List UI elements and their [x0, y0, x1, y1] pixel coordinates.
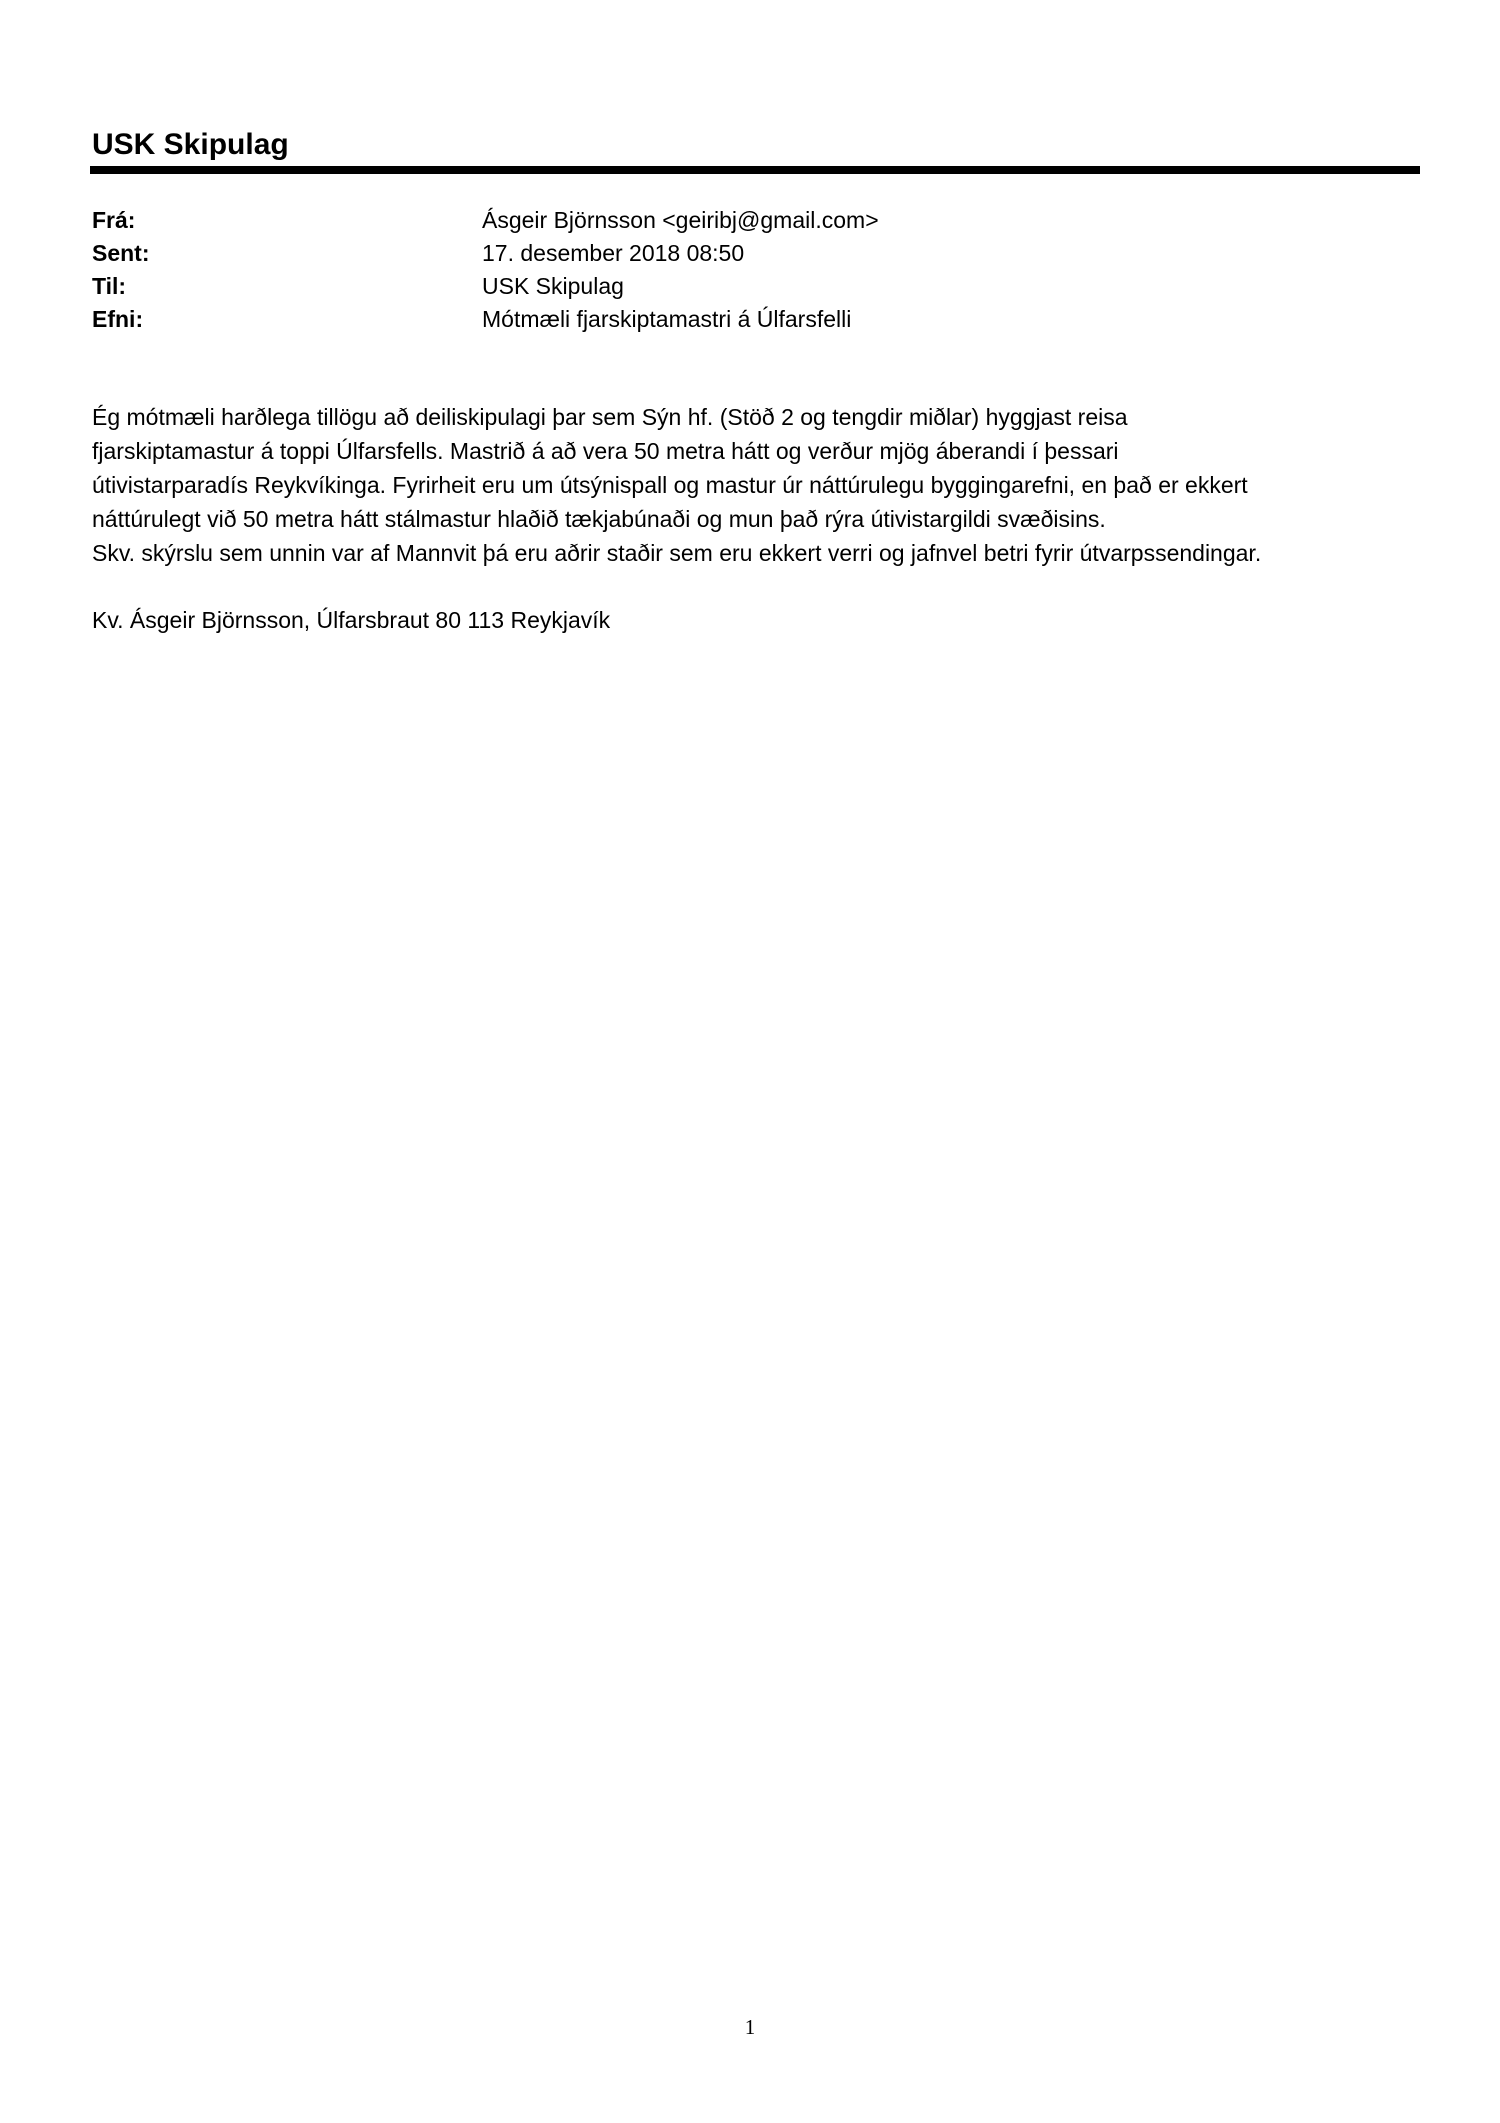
- from-label: Frá:: [92, 207, 136, 233]
- sent-value: 17. desember 2018 08:50: [482, 240, 745, 266]
- body-line: fjarskiptamastur á toppi Úlfarsfells. Mastrið á að vera 50 metra hátt og verður mjög áberandi í þessari: [92, 438, 1119, 464]
- meta-row-to: [92, 270, 1392, 303]
- subject-value: Mótmæli fjarskiptamastri á Úlfarsfelli: [482, 306, 852, 332]
- email-body: [92, 400, 1422, 570]
- body-line: Skv. skýrslu sem unnin var af Mannvit þá eru aðrir staðir sem eru ekkert verri og jafnvel betri fyrir útvarpssendingar.: [92, 540, 1262, 566]
- body-line: Ég mótmæli harðlega tillögu að deiliskipulagi þar sem Sýn hf. (Stöð 2 og tengdir miðlar) hyggjast reisa: [92, 404, 1128, 430]
- header-divider: [90, 166, 1420, 174]
- email-metadata: [92, 204, 1392, 336]
- document-title: USK Skipulag: [92, 128, 289, 161]
- sent-label: Sent:: [92, 240, 150, 266]
- subject-label: Efni:: [92, 306, 144, 332]
- page-number: 1: [744, 2015, 756, 2039]
- meta-row-subject: [92, 303, 1392, 336]
- meta-row-from: [92, 204, 1392, 237]
- body-line: náttúrulegt við 50 metra hátt stálmastur hlaðið tækjabúnaði og mun það rýra útivistargildi svæðisins.: [92, 506, 1106, 532]
- to-value: USK Skipulag: [482, 273, 624, 299]
- body-line: útivistarparadís Reykvíkinga. Fyrirheit eru um útsýnispall og mastur úr náttúrulegu byggingarefni, en það er ekkert: [92, 472, 1248, 498]
- from-value: Ásgeir Björnsson <geiribj@gmail.com>: [482, 207, 879, 233]
- to-label: Til:: [92, 273, 127, 299]
- email-signature: Kv. Ásgeir Björnsson, Úlfarsbraut 80 113 Reykjavík: [92, 607, 611, 633]
- meta-row-sent: [92, 237, 1392, 270]
